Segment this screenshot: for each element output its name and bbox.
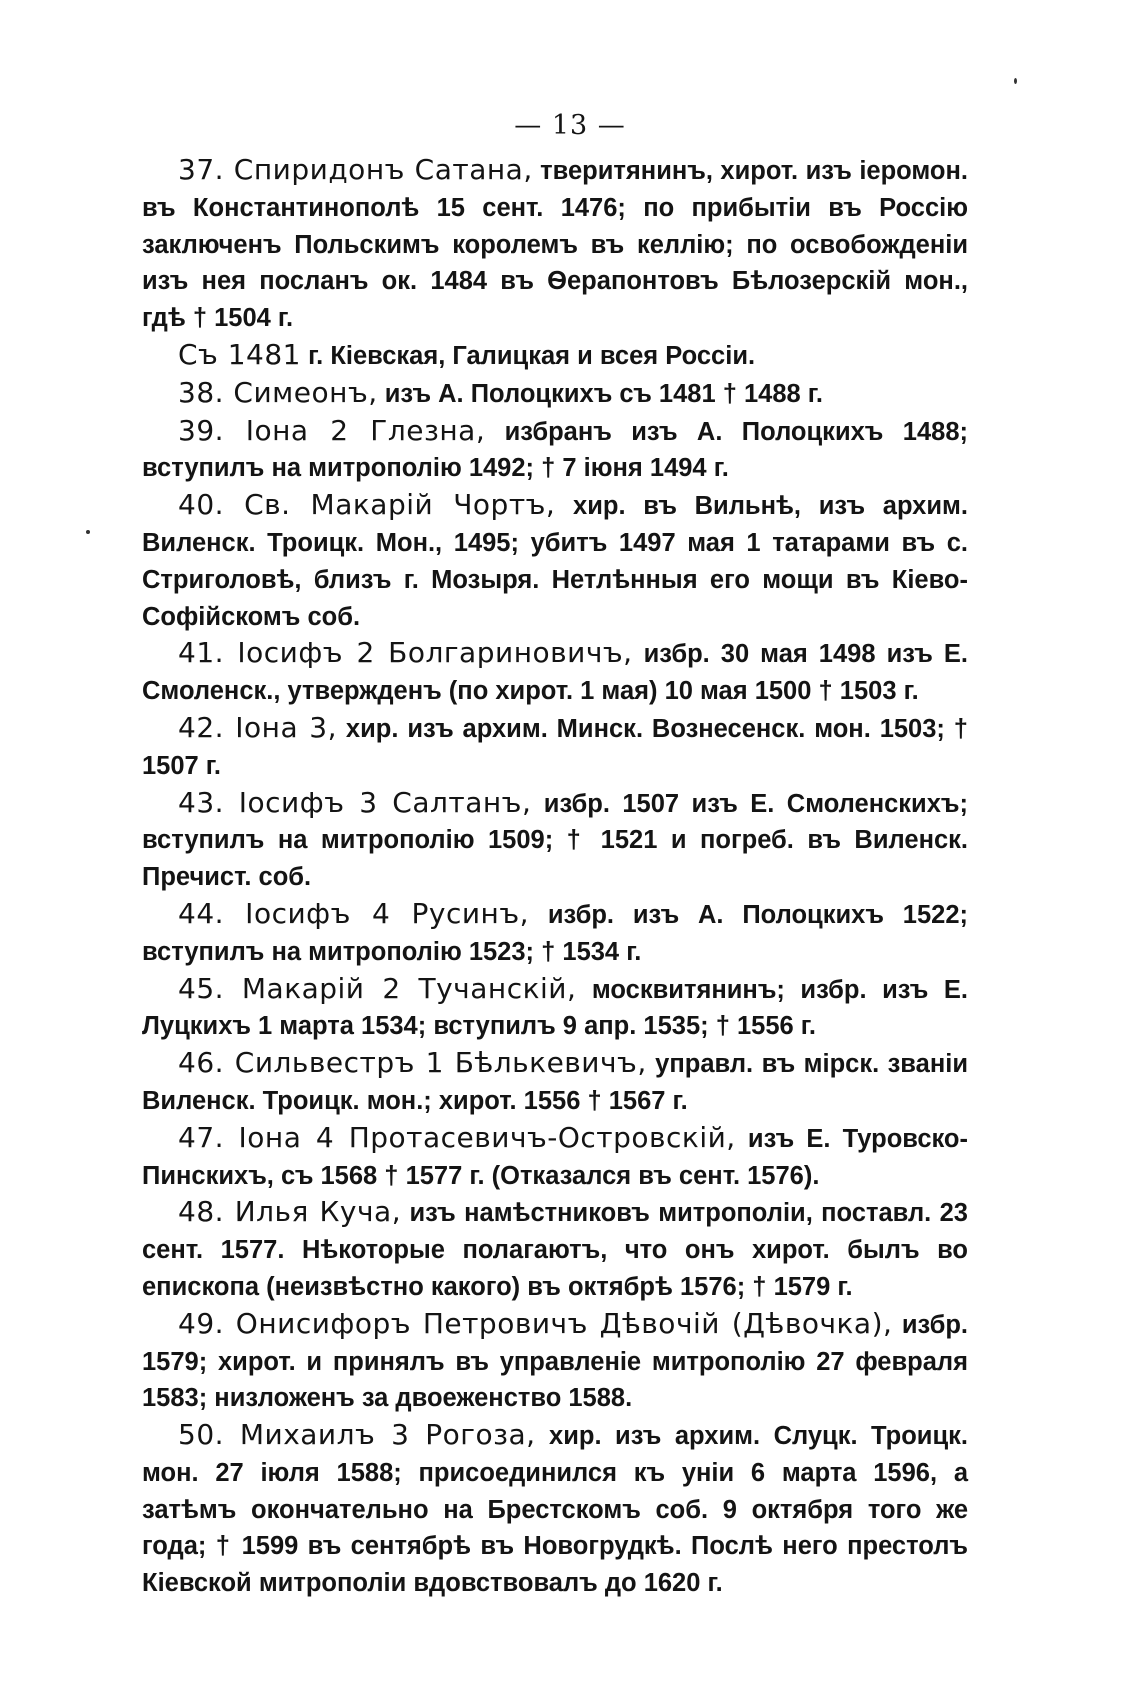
entry-text: хир. изъ архим. Минск. Вознесенск. мон. 1503; † 1507 г. xyxy=(142,714,968,780)
entry-text: хир. въ Вильнѣ, изъ архим. Виленск. Троицк. Мон., 1495; убитъ 1497 мая 1 татарами въ с. Стриголовѣ, близъ г. Мозыря. Нетлѣнныя его мощи въ Кіево-Софійскомъ соб. xyxy=(142,492,968,631)
entry-46 xyxy=(142,1045,968,1120)
entries-list xyxy=(142,152,968,1602)
entry-heading: 39. Іона 2 Глезна, xyxy=(178,413,486,447)
entry-text: управл. въ мірск. званіи Виленск. Троицк. мон.; хирот. 1556 † 1567 г. xyxy=(142,1050,968,1115)
entry-38 xyxy=(142,375,968,413)
entry-heading: 41. Іосифъ 2 Болгариновичъ, xyxy=(178,636,633,670)
section-heading-1481 xyxy=(142,337,968,375)
entry-text: избр. 1507 изъ Е. Смоленскихъ; вступилъ на митрополію 1509; † 1521 и погреб. въ Виленск. Пречист. соб. xyxy=(142,789,968,892)
entry-heading: 37. Спиридонъ Сатана, xyxy=(178,153,533,186)
entry-heading: 48. Илья Куча, xyxy=(178,1195,402,1229)
entry-43 xyxy=(142,785,968,896)
entry-37 xyxy=(142,152,968,337)
entry-heading: 38. Симеонъ, xyxy=(178,375,378,409)
page-number: — 13 — xyxy=(514,110,626,141)
entry-41 xyxy=(142,635,968,710)
entry-44 xyxy=(142,896,968,971)
entry-42 xyxy=(142,710,968,785)
entry-text: изъ намѣстниковъ митрополіи, поставл. 23 сент. 1577. Нѣкоторые полагаютъ, что онъ хирот. былъ во епископа (неизвѣстно какого) въ октябрѣ 1576; † 1579 г. xyxy=(142,1199,968,1301)
entry-39 xyxy=(142,413,968,488)
entry-text: изъ А. Полоцкихъ съ 1481 † 1488 г. xyxy=(377,379,823,408)
entry-text: г. Кіевская, Галицкая и всея Россіи. xyxy=(301,341,756,370)
scan-speck xyxy=(86,530,90,534)
entry-text: хир. изъ архим. Слуцк. Троицк. мон. 27 іюля 1588; присоединился къ уніи 6 марта 1596, а затѣмъ окончательно на Брестскомъ соб. 9 октября того же года; † 1599 въ сентябрѣ въ Новогрудкѣ. Послѣ него престолъ Кіевской митрополіи вдовствовалъ до 1620 г. xyxy=(142,1422,969,1598)
entry-text: избр. 30 мая 1498 изъ Е. Смоленск., утвержденъ (по хирот. 1 мая) 10 мая 1500 † 1503 г. xyxy=(142,640,969,706)
entry-text: избранъ изъ А. Полоцкихъ 1488; вступилъ на митрополію 1492; † 7 іюня 1494 г. xyxy=(142,417,968,483)
entry-heading: 49. Онисифоръ Петровичъ Дѣвочій (Дѣвочка), xyxy=(178,1306,893,1340)
entry-heading: Съ 1481 xyxy=(178,337,301,371)
entry-heading: 42. Іона 3, xyxy=(178,710,338,744)
entry-50 xyxy=(142,1417,968,1602)
entry-text: избр. 1579; хирот. и принялъ въ управленіе митрополію 27 февраля 1583; низложенъ за двоеженство 1588. xyxy=(142,1310,969,1413)
scan-speck xyxy=(1014,78,1017,84)
entry-47 xyxy=(142,1120,968,1195)
entry-heading: 46. Сильвестръ 1 Бѣлькевичъ, xyxy=(178,1046,647,1080)
entry-40 xyxy=(142,487,968,635)
entry-45 xyxy=(142,971,968,1046)
entry-text: тверитянинъ, хирот. изъ іеромон. въ Константинополѣ 15 сент. 1476; по прибытіи въ Россію заключенъ Польскимъ королемъ въ келлію; по освобожденіи изъ нея посланъ ок. 1484 въ Ѳерапонтовъ Бѣлозерскій мон., гдѣ † 1504 г. xyxy=(142,157,968,333)
entry-heading: 45. Макарій 2 Тучанскій, xyxy=(178,971,577,1005)
entry-text: москвитянинъ; избр. изъ Е. Луцкихъ 1 марта 1534; вступилъ 9 апр. 1535; † 1556 г. xyxy=(142,975,969,1041)
entry-49 xyxy=(142,1306,968,1417)
entry-heading: 40. Св. Макарій Чортъ, xyxy=(178,488,556,522)
entry-text: изъ Е. Туровско-Пинскихъ, съ 1568 † 1577 г. (Отказался въ сент. 1576). xyxy=(142,1124,968,1190)
entry-heading: 43. Іосифъ 3 Салтанъ, xyxy=(178,785,532,819)
entry-heading: 47. Іона 4 Протасевичъ-Островскій, xyxy=(178,1120,736,1154)
entry-48 xyxy=(142,1194,968,1305)
entry-text: избр. изъ А. Полоцкихъ 1522; вступилъ на митрополію 1523; † 1534 г. xyxy=(142,900,968,966)
entry-heading: 44. Іосифъ 4 Русинъ, xyxy=(178,896,530,930)
entry-heading: 50. Михаилъ 3 Рогоза, xyxy=(178,1418,536,1452)
